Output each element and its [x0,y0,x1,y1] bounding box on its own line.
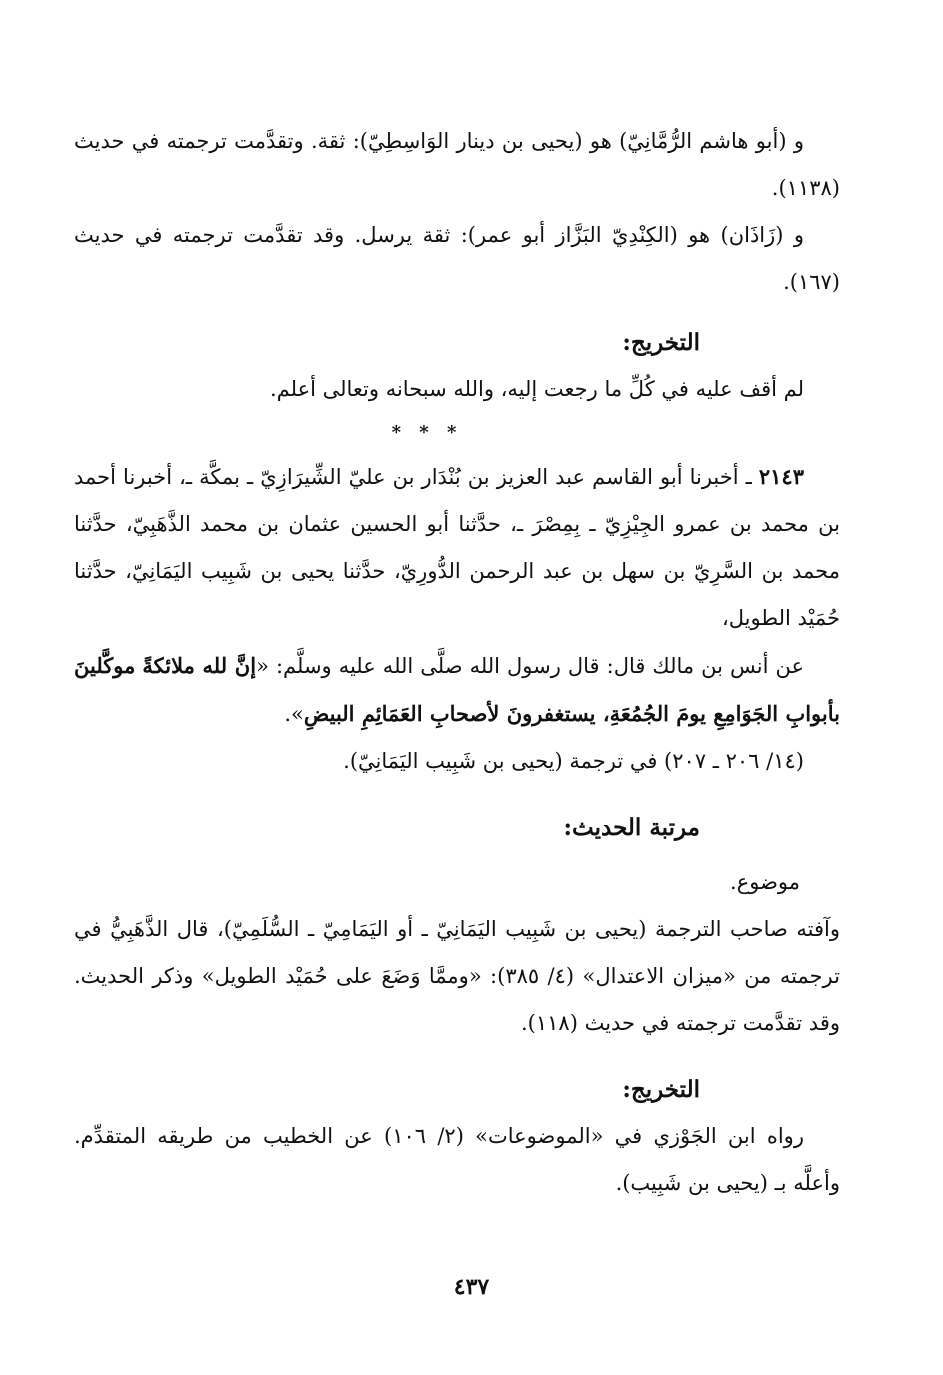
takhrij-text: لم أقف عليه في كُلِّ ما رجعت إليه، والله سبحانه وتعالى أعلم. [269,377,804,401]
hadith-isnad [74,453,840,642]
hadith-number: ٢١٤٣ [758,464,804,489]
text-line: عن أنس بن مالك قال: قال رسول الله صلَّى الله عليه وسلَّم: « [256,654,805,678]
text-line: الذَّهَبِيُّ في ترجمته من «ميزان الاعتدال» (٤/ ٣٨٥): «وممَّا وَضَعَ على حُمَيْد [74,917,840,988]
text-line: أبو الحسين عثمان بن محمد الذَّهَبِيّ، حدَّثنا محمد بن السَّرِيّ بن سهل بن [74,512,840,583]
takhrij-text-2 [74,1113,840,1207]
text-line: ـ أخبرنا أبو القاسم عبد العزيز بن بُنْدَار بن عليّ الشِّيرَازِيّ [260,465,759,489]
text-line: وآفته صاحب الترجمة (يحيى بن شَبِيب اليَمَانِيّ ـ أو اليَمَامِيّ ـ السُّلَمِيّ)، قال [176,917,840,941]
text-line: ». [284,702,304,726]
takhrij-heading-2: التخريج: [622,1076,700,1103]
hadith-matn [74,642,840,738]
rank-explanation [74,906,840,1047]
rank-heading: مرتبة الحديث: [563,814,700,841]
page-body [74,118,840,1207]
matn-bold: موكَّلينَ بأبوابِ الجَوَامِعِ يومَ الجُمُعَةِ، يستغفرونَ لأصحابِ العَمَائِمِ البيضِ [74,653,840,726]
text-line: رواه ابن الجَوْزي في «الموضوعات» (٢/ ١٠٦) عن الخطيب من طريقه [157,1124,804,1148]
hadith-reference: (١٤/ ٢٠٦ ـ ٢٠٧) في ترجمة (يحيى بن شَبِيب اليَمَانِيّ). [343,749,804,773]
takhrij-heading: التخريج: [622,329,700,356]
text-line: ـ بمكَّة ـ، أخبرنا أحمد بن محمد بن عمرو الجِيْزِيّ ـ بِمِصْرَ ـ، حدَّثنا [74,465,840,536]
text-line: حديث (١٦٧). [74,223,840,294]
page-number: ٤٣٧ [453,1274,490,1300]
text-line: و (أبو هاشم الرُّمَّانِيّ) هو (يحيى بن دينار الوَاسِطِيّ): ثقة. وتقدَّمت ترجمته [166,129,804,153]
text-line: في حديث (١١٣٨). [74,129,840,200]
text-line: عبد الرحمن الدُّورِيّ، حدَّثنا يحيى بن شَبِيب اليَمَانِيّ، حدَّثنا حُمَيْد الطويل، [74,559,840,630]
text-line: و (زَاذَان) هو (الكِنْدِيّ البَزَّاز أبو عمر): ثقة يرسل. وقد تقدَّمت ترجمته في [134,223,804,247]
matn-bold: إنَّ لله ملائكةً [142,653,257,678]
text-line: المتقدِّم. وأعلَّه بـ (يحيى بن شَبِيب). [74,1124,840,1195]
section-separator: * * * [391,422,463,443]
text-line: الطويل» وذكر الحديث. وقد تقدَّمت ترجمته في حديث (١١٨). [74,964,840,1035]
rank-value: موضوع. [730,870,800,894]
narrator-note-1 [74,118,840,212]
narrator-note-2 [74,212,840,306]
